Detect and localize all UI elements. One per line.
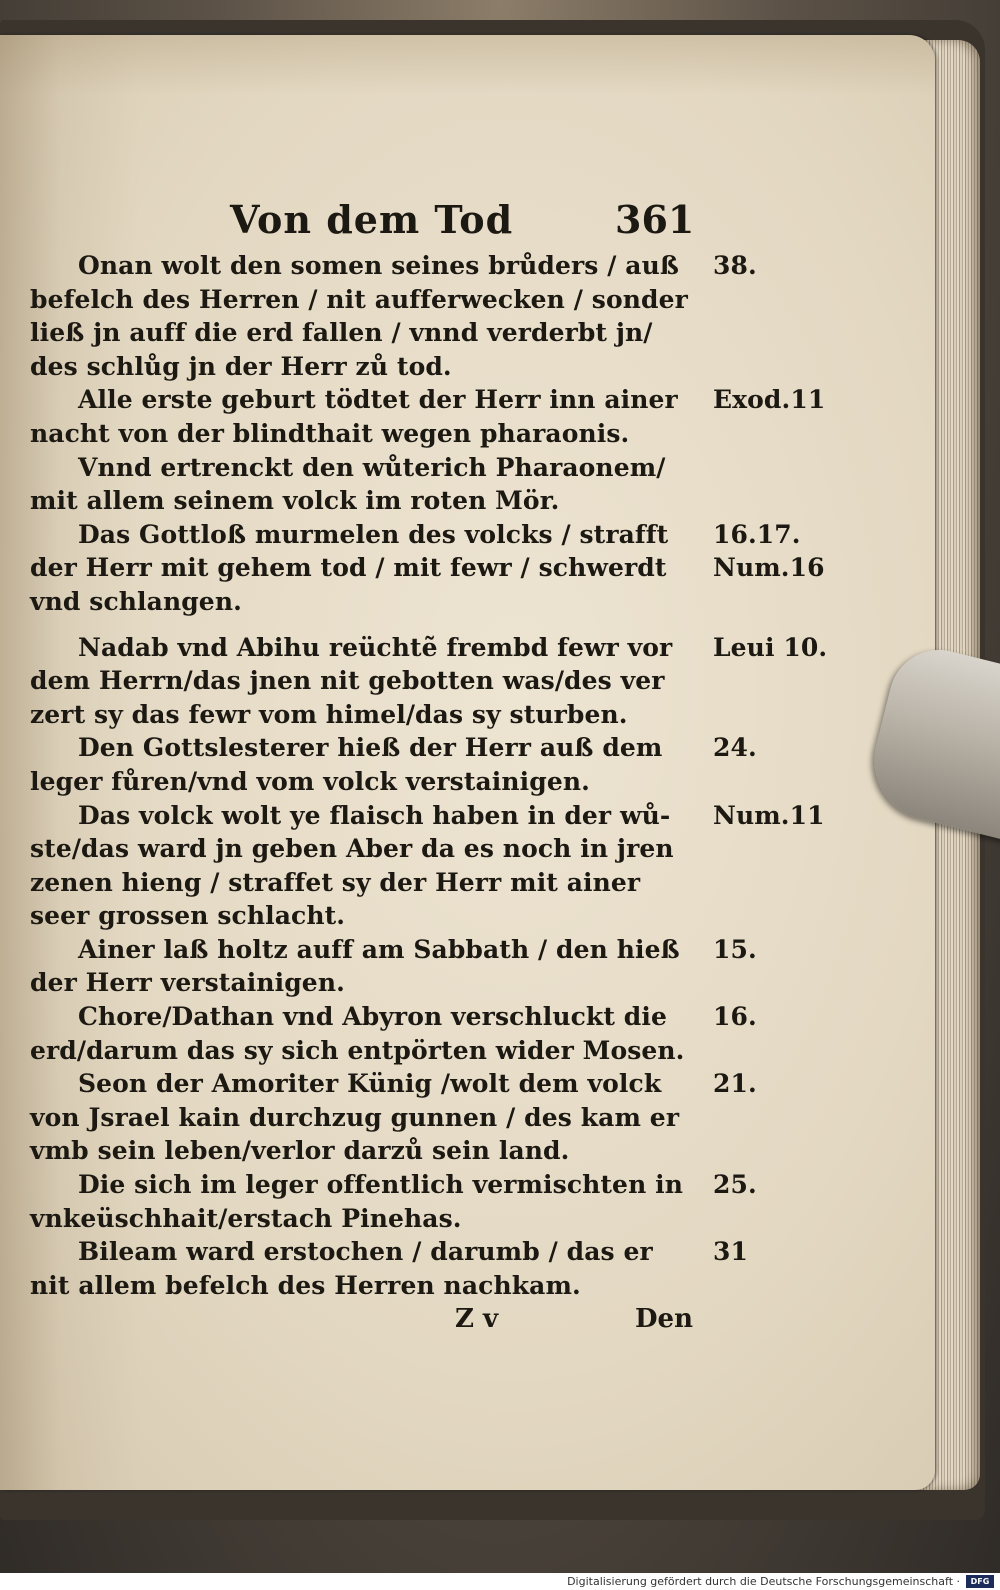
line-text: von Jsrael kain durchzug gunnen / des kam er: [30, 1102, 680, 1132]
text-line: [30, 832, 870, 866]
line-text: Chore/Dathan vnd Abyron verschluckt die: [78, 1002, 667, 1032]
running-title: Von dem Tod: [230, 197, 514, 242]
text-line: [30, 899, 870, 933]
line-text: mit allem seinem volck im roten Mör.: [30, 486, 560, 516]
text-line: [30, 283, 870, 317]
line-text: Das Gottloß murmelen des volcks / strafft: [78, 519, 669, 549]
text-line: [30, 1235, 870, 1269]
text-line: [30, 417, 870, 451]
text-line: [30, 484, 870, 518]
text-line: [30, 1134, 870, 1168]
text-line: [30, 451, 870, 485]
line-text: zert sy das fewr vom himel/das sy sturben.: [30, 699, 628, 729]
line-text: der Herr mit gehem tod / mit fewr / schwerdt: [30, 553, 667, 583]
text-line: [30, 1269, 870, 1303]
text-line: [30, 966, 870, 1000]
page-header: [30, 197, 870, 249]
text-line: [30, 518, 870, 552]
line-text: Seon der Amoriter Künig /wolt dem volck: [78, 1069, 662, 1099]
text-line: [30, 731, 870, 765]
paragraph-gap: [30, 619, 870, 631]
line-text: ste/das ward jn geben Aber da es noch in jren: [30, 834, 674, 864]
catchword: Den: [635, 1304, 693, 1335]
text-line: [30, 1101, 870, 1135]
margin-reference: Leui 10.: [713, 632, 828, 662]
line-text: zenen hieng / straffet sy der Herr mit ainer: [30, 867, 641, 897]
margin-reference: 21.: [713, 1069, 757, 1099]
line-text: dem Herrn/das jnen nit gebotten was/des ver: [30, 666, 665, 696]
page-number: 361: [615, 197, 695, 242]
text-line: [30, 1067, 870, 1101]
margin-reference: 24.: [713, 733, 757, 763]
line-text: Nadab vnd Abihu reüchtẽ frembd fewr vor: [78, 632, 673, 662]
text-line: [30, 799, 870, 833]
line-text: seer grossen schlacht.: [30, 901, 346, 931]
line-text: Den Gottslesterer hieß der Herr auß dem: [78, 733, 663, 763]
credit-bar: [0, 1573, 1000, 1590]
text-line: [30, 551, 870, 585]
line-text: vnkeüschhait/erstach Pinehas.: [30, 1203, 462, 1233]
line-text: nit allem befelch des Herren nachkam.: [30, 1270, 581, 1300]
line-text: Vnnd ertrenckt den wůterich Pharaonem/: [78, 452, 666, 482]
text-line: [30, 698, 870, 732]
line-text: Alle erste geburt tödtet der Herr inn ainer: [78, 385, 678, 415]
line-text: nacht von der blindthait wegen pharaonis.: [30, 418, 630, 448]
margin-reference: Num.16: [713, 553, 825, 583]
text-lines: [30, 249, 870, 1302]
line-text: Onan wolt den somen seines brůders / auß: [78, 251, 679, 280]
signature-mark: Z v: [455, 1304, 499, 1335]
text-line: [30, 316, 870, 350]
line-text: Bileam ward erstochen / darumb / das er: [78, 1237, 653, 1267]
page-footer: [30, 1304, 870, 1344]
line-text: Ainer laß holtz auff am Sabbath / den hieß: [78, 934, 680, 964]
credit-text: Digitalisierung gefördert durch die Deutsche Forschungsgemeinschaft ·: [567, 1575, 960, 1588]
text-line: [30, 933, 870, 967]
text-line: [30, 765, 870, 799]
margin-reference: 38.: [713, 251, 757, 280]
line-text: Das volck wolt ye flaisch haben in der wů-: [78, 800, 671, 830]
page-text-block: [30, 197, 870, 1344]
dfg-logo-icon: DFG: [966, 1575, 994, 1588]
line-text: ließ jn auff die erd fallen / vnnd verderbt jn/: [30, 318, 653, 348]
text-line: [30, 866, 870, 900]
text-line: [30, 1000, 870, 1034]
margin-reference: 16.: [713, 1002, 757, 1032]
text-line: [30, 383, 870, 417]
line-text: des schlůg jn der Herr zů tod.: [30, 351, 452, 381]
line-text: Die sich im leger offentlich vermischten in: [78, 1170, 684, 1200]
text-line: [30, 1168, 870, 1202]
line-text: der Herr verstainigen.: [30, 968, 345, 998]
text-line: [30, 249, 870, 283]
line-text: erd/darum das sy sich entpörten wider Mosen.: [30, 1035, 685, 1065]
margin-reference: 25.: [713, 1170, 757, 1200]
text-line: [30, 664, 870, 698]
margin-reference: 31: [713, 1237, 748, 1267]
text-line: [30, 350, 870, 384]
line-text: befelch des Herren / nit aufferwecken / sonder: [30, 284, 688, 314]
text-line: [30, 1034, 870, 1068]
text-line: [30, 631, 870, 665]
margin-reference: 16.17.: [713, 519, 801, 549]
margin-reference: Exod.11: [713, 385, 826, 415]
text-line: [30, 1202, 870, 1236]
margin-reference: Num.11: [713, 800, 825, 830]
text-line: [30, 585, 870, 619]
book-page: [0, 35, 935, 1490]
line-text: vmb sein leben/verlor darzů sein land.: [30, 1136, 570, 1166]
line-text: vnd schlangen.: [30, 586, 242, 616]
margin-reference: 15.: [713, 934, 757, 964]
line-text: leger fůren/vnd vom volck verstainigen.: [30, 766, 590, 796]
